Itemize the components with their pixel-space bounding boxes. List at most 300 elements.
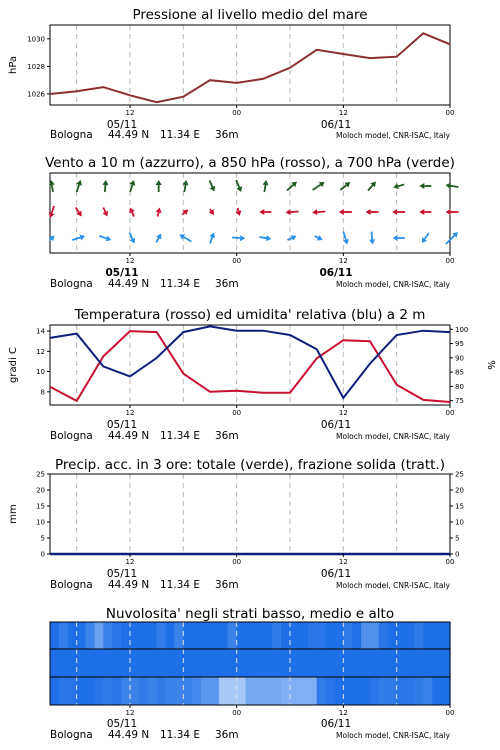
cloud-cell xyxy=(388,677,397,705)
wind-arrow-head xyxy=(266,235,271,241)
y-tick-label: 15 xyxy=(36,502,45,511)
cloud-cell xyxy=(343,677,352,705)
wind-arrow-head xyxy=(419,183,424,189)
cloud-location-lat: 44.49 N xyxy=(108,729,150,741)
wind-arrow-shaft xyxy=(76,208,79,213)
pressure-credit: Moloch model, CNR-ISAC, Italy xyxy=(336,131,450,140)
precipitation-panel xyxy=(8,457,464,591)
cloud-cell xyxy=(272,649,281,677)
cloud-cell xyxy=(183,622,192,649)
wind-arrow-green xyxy=(102,180,108,192)
x-tick-label: 12 xyxy=(338,558,348,566)
temperature-credit: Moloch model, CNR-ISAC, Italy xyxy=(336,432,450,441)
y2-tick-label: 20 xyxy=(455,486,464,495)
wind-arrow-head xyxy=(156,180,162,185)
cloud-cell xyxy=(166,622,175,649)
y2-tick-label: 80 xyxy=(455,382,464,391)
wind-arrow-azure xyxy=(422,233,429,243)
wind-arrow-shaft xyxy=(372,232,373,240)
cloud-cell xyxy=(397,622,406,649)
y-tick-label: 1026 xyxy=(27,90,45,99)
cloud-panel xyxy=(50,606,454,741)
cloud-cell xyxy=(103,677,112,705)
wind-date-1: 05/11 xyxy=(105,267,139,279)
cloud-location-name: Bologna xyxy=(50,729,93,741)
cloud-cell xyxy=(112,649,121,677)
y2-tick-label: 100 xyxy=(455,325,469,334)
wind-arrow-shaft xyxy=(317,212,325,213)
cloud-cell xyxy=(59,622,68,649)
cloud-cell xyxy=(139,649,148,677)
wind-arrow-azure xyxy=(99,236,111,242)
wind-arrow-shaft xyxy=(315,236,319,238)
cloud-cell xyxy=(68,677,77,705)
wind-arrow-shaft xyxy=(264,185,265,192)
cloud-cell xyxy=(130,649,139,677)
wind-arrow-green xyxy=(156,180,162,192)
cloud-cell xyxy=(77,677,86,705)
cloud-cell xyxy=(352,622,361,649)
wind-arrow-azure xyxy=(393,235,405,241)
cloud-location-alt: 36m xyxy=(215,729,239,741)
cloud-cell xyxy=(86,677,95,705)
wind-arrow-azure xyxy=(343,232,349,245)
cloud-cell xyxy=(139,677,148,705)
cloud-cell xyxy=(148,649,157,677)
pressure-y-label: hPa xyxy=(8,55,19,75)
cloud-cell xyxy=(397,677,406,705)
wind-title: Vento a 10 m (azzurro), a 850 hPa (rosso), a 700 hPa (verde) xyxy=(45,155,455,171)
cloud-cell xyxy=(201,622,210,649)
x-tick-label: 00 xyxy=(445,558,455,566)
y2-tick-label: 85 xyxy=(455,368,464,377)
precipitation-location-name: Bologna xyxy=(50,579,93,591)
wind-arrow-shaft xyxy=(52,206,54,213)
wind-arrow-red xyxy=(419,209,431,215)
temperature-date-1: 05/11 xyxy=(106,419,138,431)
wind-arrow-red xyxy=(366,209,379,215)
cloud-cell xyxy=(397,649,406,677)
y-tick-label: 12 xyxy=(36,347,45,356)
cloud-cell xyxy=(299,677,308,705)
y-tick-label: 25 xyxy=(36,470,45,479)
cloud-cell xyxy=(379,649,388,677)
wind-arrow-azure xyxy=(446,232,458,244)
wind-arrow-head xyxy=(392,209,397,215)
cloud-cell xyxy=(103,622,112,649)
wind-arrow-head xyxy=(263,180,269,185)
cloud-cell xyxy=(86,622,95,649)
cloud-cell xyxy=(317,649,326,677)
pressure-location-lon: 11.34 E xyxy=(160,129,201,141)
wind-arrow-shaft xyxy=(158,212,159,216)
cloud-cell xyxy=(121,649,130,677)
cloud-cell xyxy=(50,622,59,649)
pressure-date-1: 05/11 xyxy=(106,119,138,131)
temperature-location-name: Bologna xyxy=(50,430,93,442)
cloud-location-lon: 11.34 E xyxy=(160,729,201,741)
wind-location-name: Bologna xyxy=(50,278,93,290)
y-tick-label: 20 xyxy=(36,486,45,495)
wind-arrow-head xyxy=(446,183,451,189)
x-tick-label: 12 xyxy=(338,109,348,117)
temperature-panel xyxy=(8,307,496,442)
cloud-cell xyxy=(263,649,272,677)
cloud-cell xyxy=(432,677,441,705)
wind-arrow-shaft xyxy=(259,237,266,238)
wind-arrow-shaft xyxy=(313,185,321,190)
wind-location-alt: 36m xyxy=(215,278,239,290)
wind-arrow-shaft xyxy=(210,237,212,243)
cloud-cell xyxy=(192,677,201,705)
cloud-cell xyxy=(414,622,423,649)
cloud-cell xyxy=(352,649,361,677)
cloud-date-1: 05/11 xyxy=(106,718,138,730)
cloud-cell xyxy=(308,622,317,649)
cloud-cell xyxy=(77,649,86,677)
cloud-cell xyxy=(326,622,335,649)
cloud-cell xyxy=(174,622,183,649)
cloud-cell xyxy=(317,677,326,705)
precipitation-y-label: mm xyxy=(8,504,19,524)
cloud-cell xyxy=(423,677,432,705)
cloud-cell xyxy=(201,677,210,705)
x-tick-label: 00 xyxy=(232,109,242,117)
cloud-cell xyxy=(237,622,246,649)
cloud-cell xyxy=(121,622,130,649)
cloud-cell xyxy=(361,677,370,705)
cloud-cell xyxy=(148,622,157,649)
cloud-cell xyxy=(94,622,103,649)
wind-arrow-red xyxy=(259,209,271,215)
wind-arrow-head xyxy=(339,209,344,215)
wind-arrow-green xyxy=(287,182,297,191)
wind-arrow-azure xyxy=(259,235,271,241)
cloud-cell xyxy=(308,677,317,705)
cloud-cell xyxy=(112,622,121,649)
cloud-cell xyxy=(370,677,379,705)
precipitation-y-ticks xyxy=(36,471,50,559)
wind-arrow-azure xyxy=(209,233,215,244)
y2-tick-label: 90 xyxy=(455,354,464,363)
cloud-cell xyxy=(112,677,121,705)
precipitation-date-1: 05/11 xyxy=(106,568,138,580)
y2-tick-label: 15 xyxy=(455,502,464,511)
wind-arrow-head xyxy=(312,209,317,215)
cloud-cell xyxy=(263,622,272,649)
cloud-cell xyxy=(370,649,379,677)
cloud-cell xyxy=(94,677,103,705)
wind-arrow-shaft xyxy=(72,237,80,240)
pressure-y-ticks xyxy=(27,35,50,98)
wind-arrow-shaft xyxy=(105,185,106,192)
x-tick-label: 00 xyxy=(232,409,242,417)
humidity-y-ticks xyxy=(450,326,468,405)
precipitation-title: Precip. acc. in 3 ore: totale (verde), frazione solida (tratt.) xyxy=(55,457,445,473)
wind-arrow-head xyxy=(286,209,291,215)
y2-tick-label: 95 xyxy=(455,340,464,349)
cloud-heatmap-cells xyxy=(50,622,451,705)
cloud-cell xyxy=(441,622,450,649)
cloud-cell xyxy=(334,622,343,649)
wind-arrow-azure xyxy=(72,235,85,241)
cloud-cell xyxy=(406,622,415,649)
cloud-cell xyxy=(210,622,219,649)
cloud-cell xyxy=(157,622,166,649)
wind-location-lat: 44.49 N xyxy=(108,278,150,290)
y2-tick-label: 75 xyxy=(455,397,464,406)
cloud-cell xyxy=(272,622,281,649)
humidity-y-label: % xyxy=(485,360,496,370)
cloud-cell xyxy=(254,677,263,705)
wind-date-2: 06/11 xyxy=(319,267,353,279)
cloud-cell xyxy=(192,622,201,649)
cloud-cell xyxy=(379,622,388,649)
cloud-cell xyxy=(317,622,326,649)
wind-arrow-green xyxy=(368,182,376,191)
cloud-cell xyxy=(343,622,352,649)
cloud-cell xyxy=(166,649,175,677)
cloud-cell xyxy=(406,677,415,705)
wind-arrow-azure xyxy=(369,232,375,245)
wind-arrow-green xyxy=(313,182,325,190)
cloud-title: Nuvolosita' negli strati basso, medio e alto xyxy=(105,606,395,622)
wind-arrow-head xyxy=(240,235,245,241)
cloud-cell xyxy=(59,677,68,705)
wind-panel xyxy=(45,155,458,290)
cloud-cell xyxy=(228,677,237,705)
cloud-cell xyxy=(281,677,290,705)
y2-tick-label: 10 xyxy=(455,518,464,527)
cloud-cell xyxy=(237,649,246,677)
y-tick-label: 10 xyxy=(36,368,45,377)
cloud-cell xyxy=(299,622,308,649)
cloud-cell xyxy=(183,649,192,677)
wind-arrow-shaft xyxy=(232,238,240,239)
cloud-cell xyxy=(361,622,370,649)
cloud-cell xyxy=(361,649,370,677)
wind-arrow-green xyxy=(393,183,404,189)
cloud-cell xyxy=(441,649,450,677)
cloud-cell xyxy=(68,622,77,649)
y2-tick-label: 5 xyxy=(455,534,460,543)
temperature-location-alt: 36m xyxy=(215,430,239,442)
x-tick-label: 00 xyxy=(445,257,455,265)
cloud-cell xyxy=(210,677,219,705)
cloud-cell xyxy=(441,677,450,705)
cloud-cell xyxy=(423,622,432,649)
cloud-cell xyxy=(290,622,299,649)
wind-arrow-shaft xyxy=(290,212,298,213)
cloud-cell xyxy=(157,677,166,705)
y-tick-label: 14 xyxy=(36,327,45,336)
cloud-cell xyxy=(379,677,388,705)
wind-arrow-head xyxy=(156,208,162,214)
y-tick-label: 1028 xyxy=(27,62,45,71)
x-tick-label: 12 xyxy=(125,558,135,566)
cloud-cell xyxy=(148,677,157,705)
cloud-cell xyxy=(59,649,68,677)
cloud-cell xyxy=(423,649,432,677)
cloud-cell xyxy=(121,677,130,705)
cloud-cell xyxy=(219,677,228,705)
y-tick-label: 10 xyxy=(36,518,45,527)
cloud-cell xyxy=(50,649,59,677)
x-tick-label: 00 xyxy=(232,558,242,566)
wind-location-lon: 11.34 E xyxy=(160,278,201,290)
cloud-cell xyxy=(290,649,299,677)
cloud-cell xyxy=(130,622,139,649)
wind-arrow-green xyxy=(446,183,459,189)
wind-arrow-azure xyxy=(232,235,245,241)
x-tick-label: 00 xyxy=(445,709,455,717)
x-tick-label: 00 xyxy=(232,709,242,717)
cloud-cell xyxy=(166,677,175,705)
temperature-x-ticks xyxy=(126,405,455,417)
cloud-x-ticks xyxy=(126,705,455,717)
precipitation-location-lat: 44.49 N xyxy=(108,579,150,591)
pressure-x-ticks xyxy=(126,105,455,117)
cloud-cell xyxy=(308,649,317,677)
wind-arrow-shaft xyxy=(99,236,106,238)
wind-arrow-shaft xyxy=(368,185,373,190)
wind-arrow-azure xyxy=(156,234,161,243)
precipitation-credit: Moloch model, CNR-ISAC, Italy xyxy=(336,581,450,590)
cloud-cell xyxy=(130,677,139,705)
cloud-cell xyxy=(343,649,352,677)
y-tick-label: 1030 xyxy=(27,35,45,44)
wind-arrow-shaft xyxy=(398,185,404,187)
x-tick-label: 12 xyxy=(125,257,135,265)
wind-credit: Moloch model, CNR-ISAC, Italy xyxy=(336,280,450,289)
cloud-cell xyxy=(77,622,86,649)
y-tick-label: 0 xyxy=(40,550,45,559)
wind-arrow-green xyxy=(340,182,350,190)
cloud-cell xyxy=(228,649,237,677)
cloud-cell xyxy=(86,649,95,677)
cloud-cell xyxy=(414,649,423,677)
wind-arrow-shaft xyxy=(156,238,159,243)
cloud-cell xyxy=(192,649,201,677)
wind-plot-frame xyxy=(50,173,450,253)
cloud-cell xyxy=(281,622,290,649)
cloud-credit: Moloch model, CNR-ISAC, Italy xyxy=(336,731,450,740)
cloud-cell xyxy=(219,649,228,677)
wind-arrow-shaft xyxy=(184,185,185,192)
cloud-cell xyxy=(281,649,290,677)
humidity-series-line xyxy=(50,326,450,398)
wind-arrow-shaft xyxy=(182,213,184,215)
cloud-cell xyxy=(272,677,281,705)
wind-arrow-red xyxy=(286,209,299,215)
wind-arrow-azure xyxy=(315,235,323,240)
cloud-cell xyxy=(246,649,255,677)
wind-arrow-shaft xyxy=(50,239,51,240)
precipitation-location-alt: 36m xyxy=(215,579,239,591)
wind-arrow-shaft xyxy=(210,209,211,211)
wind-arrow-head xyxy=(259,209,264,215)
cloud-cell xyxy=(219,622,228,649)
cloud-cell xyxy=(139,622,148,649)
cloud-cell xyxy=(326,677,335,705)
temperature-plot-frame xyxy=(50,325,450,405)
wind-arrow-shaft xyxy=(103,208,105,212)
x-tick-label: 12 xyxy=(125,409,135,417)
temperature-y-label: gradi C xyxy=(8,347,19,383)
pressure-panel xyxy=(8,7,454,141)
wind-arrow-red xyxy=(446,209,459,215)
wind-arrow-red xyxy=(156,208,162,217)
cloud-cell xyxy=(263,677,272,705)
wind-arrow-shaft xyxy=(132,212,134,216)
cloud-cell xyxy=(103,649,112,677)
temperature-date-2: 06/11 xyxy=(320,419,352,431)
pressure-date-2: 06/11 xyxy=(320,119,352,131)
cloud-cell xyxy=(68,649,77,677)
pressure-location-name: Bologna xyxy=(50,129,93,141)
cloud-date-2: 06/11 xyxy=(320,718,352,730)
cloud-cell xyxy=(254,622,263,649)
wind-arrows xyxy=(49,180,459,245)
cloud-cell xyxy=(174,649,183,677)
cloud-cell xyxy=(388,622,397,649)
cloud-cell xyxy=(334,677,343,705)
temperature-y-ticks xyxy=(36,328,50,397)
x-tick-label: 00 xyxy=(232,257,242,265)
wind-arrow-shaft xyxy=(52,185,53,192)
cloud-cell xyxy=(157,649,166,677)
x-tick-label: 00 xyxy=(445,109,455,117)
precipitation-location-lon: 11.34 E xyxy=(160,579,201,591)
cloud-cell xyxy=(183,677,192,705)
wind-arrow-red xyxy=(339,209,352,215)
precipitation-y2-ticks xyxy=(450,471,464,559)
wind-arrow-head xyxy=(369,239,375,244)
wind-arrow-head xyxy=(366,209,371,215)
wind-arrow-green xyxy=(419,183,431,189)
precipitation-x-ticks xyxy=(126,554,455,566)
wind-arrow-shaft xyxy=(184,237,192,241)
y-tick-label: 5 xyxy=(40,534,45,543)
cloud-cell xyxy=(246,622,255,649)
x-tick-label: 12 xyxy=(338,709,348,717)
x-tick-label: 12 xyxy=(338,409,348,417)
temperature-location-lat: 44.49 N xyxy=(108,430,150,442)
wind-arrow-shaft xyxy=(288,238,292,240)
wind-arrow-green xyxy=(210,181,216,192)
cloud-cell xyxy=(210,649,219,677)
x-tick-label: 00 xyxy=(445,409,455,417)
wind-arrow-azure xyxy=(179,234,191,241)
wind-arrow-shaft xyxy=(425,233,429,239)
pressure-series-line xyxy=(50,33,450,102)
wind-arrow-head xyxy=(419,209,424,215)
pressure-location-alt: 36m xyxy=(215,129,239,141)
pressure-location-lat: 44.49 N xyxy=(108,129,150,141)
cloud-cell xyxy=(228,622,237,649)
cloud-cell xyxy=(432,649,441,677)
cloud-cell xyxy=(406,649,415,677)
cloud-cell xyxy=(414,677,423,705)
cloud-cell xyxy=(352,677,361,705)
precipitation-plot-frame xyxy=(50,474,450,554)
cloud-cell xyxy=(254,649,263,677)
y2-tick-label: 0 xyxy=(455,550,460,559)
precipitation-gridlines xyxy=(77,474,397,554)
cloud-cell xyxy=(290,677,299,705)
cloud-cell xyxy=(299,649,308,677)
wind-arrow-red xyxy=(129,208,134,217)
